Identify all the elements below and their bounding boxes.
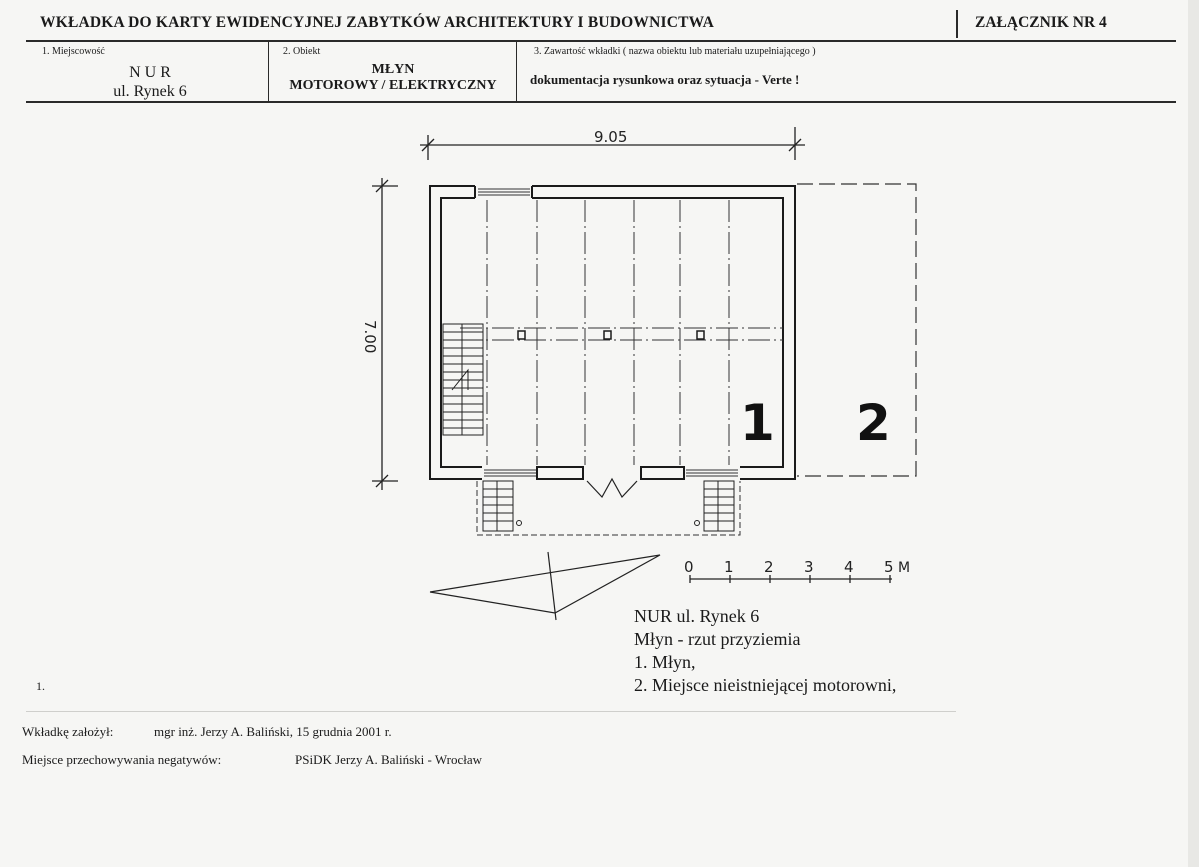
scale-bar xyxy=(690,575,892,583)
document-title: WKŁADKA DO KARTY EWIDENCYJNEJ ZABYTKÓW ARCHITEKTURY I BUDOWNICTWA xyxy=(40,14,715,31)
scan-edge xyxy=(1188,0,1199,867)
founded-label: Wkładkę założył: xyxy=(22,724,114,739)
external-steps xyxy=(483,481,734,531)
footer-separator xyxy=(26,711,956,712)
scale-tick-4: 4 xyxy=(844,558,854,576)
page-number: 1. xyxy=(36,679,45,693)
plan-caption xyxy=(634,605,896,697)
columns xyxy=(518,331,704,339)
internal-stairs xyxy=(443,324,483,435)
locality-street: ul. Rynek 6 xyxy=(113,83,187,100)
annex-label: ZAŁĄCZNIK NR 4 xyxy=(975,14,1107,31)
dim-height-label: 7.00 xyxy=(361,320,379,354)
object-label: 2. Obiekt xyxy=(283,46,321,57)
caption-line-2: Młyn - rzut przyziemia xyxy=(634,629,801,649)
scale-tick-3: 3 xyxy=(804,558,814,576)
caption-line-4: 2. Miejsce nieistniejącej motorowni, xyxy=(634,675,897,695)
storage-value: PSiDK Jerzy A. Baliński - Wrocław xyxy=(295,752,482,767)
scale-tick-2: 2 xyxy=(764,558,774,576)
caption-line-3: 1. Młyn, xyxy=(634,652,696,672)
zone-2-label: 2 xyxy=(856,394,891,452)
locality-label: 1. Miejscowość xyxy=(42,46,105,57)
north-arrow xyxy=(430,552,660,620)
dim-width-label: 9.05 xyxy=(594,128,628,146)
storage-label: Miejsce przechowywania negatywów: xyxy=(22,752,222,767)
scale-tick-5: 5 xyxy=(884,558,894,576)
structural-grid xyxy=(460,200,783,465)
scale-unit: M xyxy=(898,560,911,576)
zone-1-label: 1 xyxy=(740,394,775,452)
object-type: MOTOROWY / ELEKTRYCZNY xyxy=(289,78,497,93)
founded-value: mgr inż. Jerzy A. Baliński, 15 grudnia 2001 r. xyxy=(154,724,392,739)
object-name: MŁYN xyxy=(371,62,415,77)
contents-value: dokumentacja rysunkowa oraz sytuacja - Verte ! xyxy=(530,72,800,87)
door-symbol xyxy=(587,479,637,497)
caption-line-1: NUR ul. Rynek 6 xyxy=(634,606,760,626)
locality-name: N U R xyxy=(129,64,171,81)
scale-tick-0: 0 xyxy=(684,558,694,576)
scale-tick-1: 1 xyxy=(724,558,734,576)
contents-label: 3. Zawartość wkładki ( nazwa obiektu lub materiału uzupełniającego ) xyxy=(534,46,816,57)
